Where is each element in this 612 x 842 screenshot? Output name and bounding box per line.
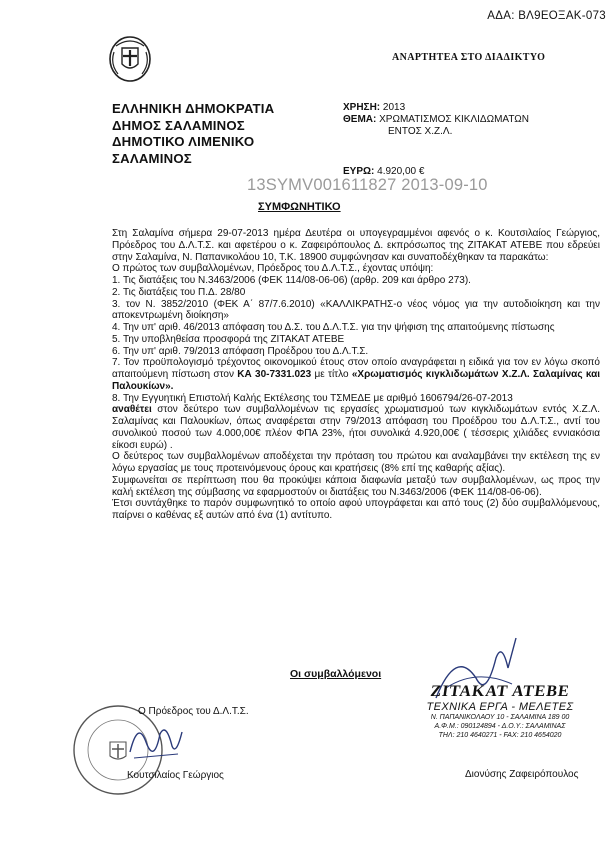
closing-paragraph: Έτσι συντάχθηκε το παρόν συμφωνητικό το οποίο αφού υπογράφεται και από τους (2) δύο συμβαλλόμενους, παίρνει ο καθένας εξ αυτών από ένα (1) αντίτυπο. [112, 498, 600, 521]
company-name: ΖΙΤΑΚΑΤ ΑΤΕΒΕ [429, 683, 571, 700]
subject-line-1: ΧΡΩΜΑΤΙΣΜΟΣ ΚΙΚΛΙΔΩΜΑΤΩΝ [379, 114, 529, 125]
company-tax: Α.Φ.Μ.: 090124894 - Δ.Ο.Υ.: ΣΑΛΑΜΙΝΑΣ [434, 723, 566, 730]
document-body [112, 228, 600, 522]
posting-notice: ΑΝΑΡΤΗΤΕΑ ΣΤΟ ΔΙΑΔΙΚΤΥΟ [392, 52, 546, 63]
issuing-organization [112, 101, 274, 167]
signature-icon [120, 712, 190, 764]
org-line-2: ΔΗΜΟΣ ΣΑΛΑΜΙΝΟΣ [112, 117, 245, 133]
subject-line-2: ΕΝΤΟΣ Χ.Ζ.Λ. [388, 126, 453, 137]
item7-mid: με τίτλο [311, 369, 352, 380]
first-party-paragraph: Ο πρώτος των συμβαλλομένων, Πρόεδρος του Δ.Λ.Τ.Σ., έχοντας υπόψη: [112, 263, 434, 275]
org-line-1: ΕΛΛΗΝΙΚΗ ΔΗΜΟΚΡΑΤΙΑ [112, 101, 275, 116]
company-activity: ΤΕΧΝΙΚΑ ΕΡΓΑ - ΜΕΛΕΤΕΣ [426, 701, 574, 713]
dispute-paragraph: Συμφωνείται σε περίπτωση που θα προκύψει κάποια διαφωνία μεταξύ των συμβαλλομένων, ως προς την καλή εκτέλεση της σύμβασης να εφαρμοστούν οι διατάξεις του Ν.3463/2006 (ΦΕΚ 114/08-06-06). [112, 474, 600, 498]
greek-coat-of-arms-icon [108, 34, 152, 84]
assignment-paragraph [112, 404, 600, 451]
company-representative: Διονύσης Ζαφειρόπουλος [465, 769, 579, 780]
year-value: 2013 [382, 102, 406, 113]
amount-value: 4.920,00 € [377, 166, 425, 177]
list-item: 8. Την Εγγυητική Επιστολή Καλής Εκτέλεσης του ΤΣΜΕΔΕ με αριθμό 1606794/26-07-2013 [112, 392, 513, 404]
list-item: 4. Την υπ' αριθ. 46/2013 απόφαση του Δ.Σ. του Δ.Λ.Τ.Σ. για την ψήφιση της απαιτούμενης πίστωσης [112, 322, 555, 333]
budget-code: ΚΑ 30-7331.023 [237, 369, 312, 380]
president-label: Ο Πρόεδρος του Δ.Λ.Τ.Σ. [138, 706, 249, 717]
list-item: 5. Την υποβληθείσα προσφορά της ΖΙΤΑΚΑΤ ΑΤΕΒΕ [112, 333, 345, 345]
signers-title: Οι συμβαλλόμενοι [290, 668, 382, 680]
item7-start: 7. Τον προϋπολογισμό τρέχοντος οικονομικού έτους στον οποίο αναγράφεται η ειδικά για τον εν λόγω σκοπό απαιτούμενη πίστωση στον [112, 357, 600, 380]
registry-stamp: 13SYMV001611827 2013-09-10 [247, 176, 488, 194]
org-line-4: ΣΑΛΑΜΙΝΟΣ [112, 150, 192, 166]
assign-text: στον δεύτερο των συμβαλλομένων τις εργασίες χρωματισμού των κιγκλιδωμάτων εντός Χ.Ζ.Λ. Σαλαμίνας και Παλουκίων, όπως αναφέρεται στην 79/2013 απόφαση του Προέδρου του Δ.Λ.Τ.Σ., αντί του συνολικού ποσού των 4.000,00€ πλέον ΦΠΑ 23%, ήτοι συνολικά 4.920,00€ ( τέσσερις χιλιάδες εννιακόσια είκοσι ευρώ) . [112, 404, 600, 451]
document-meta [343, 102, 529, 138]
list-item: 2. Τις διατάξεις του Π.Δ. 28/80 [112, 286, 246, 298]
company-address: Ν. ΠΑΠΑΝΙΚΟΛΑΟΥ 10 - ΣΑΛΑΜΙΝΑ 189 00 [430, 714, 570, 721]
list-item: 3. τον Ν. 3852/2010 (ΦΕΚ Α΄ 87/7.6.2010) «ΚΑΛΛΙΚΡΑΤΗΣ-ο νέος νόμος για την αυτοδιοίκηση και την αποκεντρωμένη διοίκηση» [112, 298, 600, 322]
intro-paragraph: Στη Σαλαμίνα σήμερα 29-07-2013 ημέρα Δευτέρα οι υπογεγραμμένοι αφενός ο κ. Κουτσιλαίος Γεώργιος, Πρόεδρος του Δ.Λ.Τ.Σ. και αφετέρου ο κ. Ζαφειρόπουλος Δ. εκπρόσωπος της ΖΙΤΑΚΑΤ ΑΤΕΒΕ που εδρεύει στην Σαλαμίνα, Ν. Παπανικολάου 10, Τ.Κ. 18900 συμφώνησαν και συναποδέχθηκαν τα παρακάτω: [112, 228, 600, 263]
list-item: 6. Την υπ' αριθ. 79/2013 απόφαση Προέδρου του Δ.Λ.Τ.Σ. [112, 345, 369, 357]
assign-word: αναθέτει [112, 404, 152, 416]
amount-label: ΕΥΡΩ: [343, 166, 375, 177]
company-stamp [410, 683, 590, 740]
list-item: 1. Τις διατάξεις του Ν.3463/2006 (ΦΕΚ 114/08-06-06) (αρθρ. 209 και άρθρο 273). [112, 275, 471, 286]
list-item-budget [112, 357, 600, 392]
year-label: ΧΡΗΣΗ: [343, 102, 381, 113]
org-line-3: ΔΗΜΟΤΙΚΟ ΛΙΜΕΝΙΚΟ [112, 134, 255, 149]
company-phone: ΤΗΛ: 210 4640271 - FAX: 210 4654020 [438, 732, 562, 739]
ada-code: ΑΔΑ: ΒΛ9ΕΟΞΑΚ-073 [487, 10, 606, 22]
budget-title: «Χρωματισμός κιγκλιδωμάτων Χ.Ζ.Λ. Σαλαμίνας και Παλουκίων». [112, 369, 601, 392]
document-title: ΣΥΜΦΩΝΗΤΙΚΟ [258, 201, 341, 213]
second-party-paragraph: Ο δεύτερος των συμβαλλομένων αποδέχεται την πρόταση του πρώτου και αναλαμβάνει την εκτέλεση της εν λόγω εργασίας με τους προτεινόμενους όρους και κρατήσεις (8% επί της καθαρής αξίας). [112, 451, 600, 474]
subject-label: ΘΕΜΑ: [343, 114, 377, 125]
president-name: Κουτσιλαίος Γεώργιος [127, 770, 224, 781]
